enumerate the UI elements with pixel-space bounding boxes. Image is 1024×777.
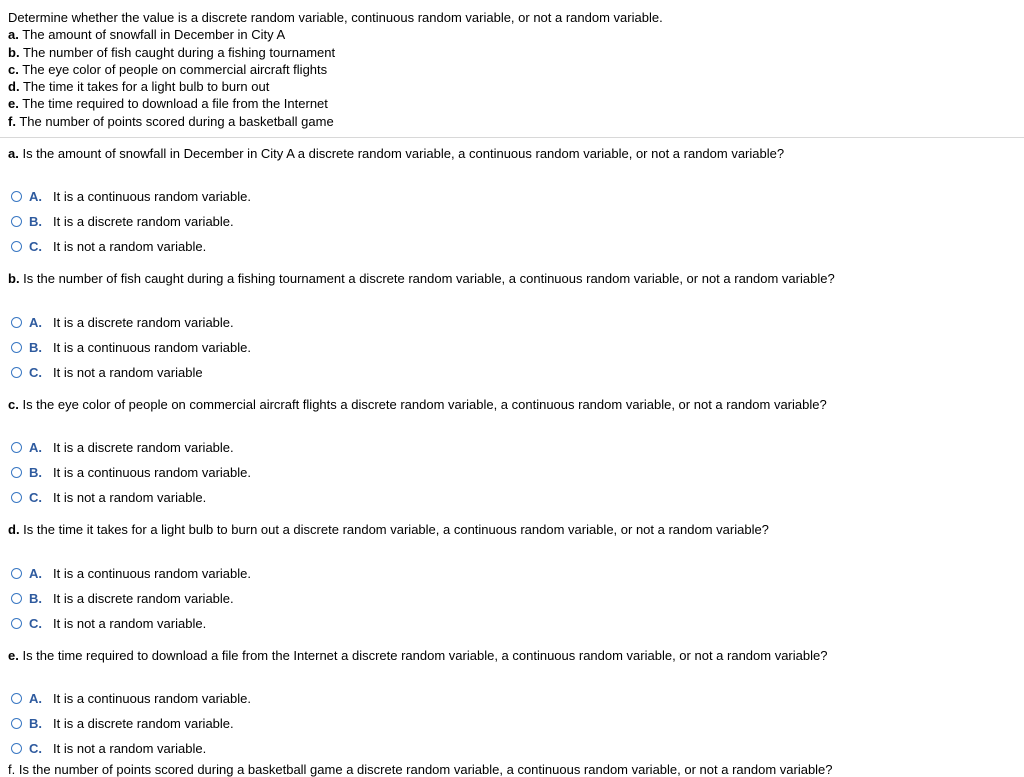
intro-item: b. The number of fish caught during a fishing tournament xyxy=(8,44,336,60)
intro-item: f. The number of points scored during a basketball game xyxy=(8,113,334,129)
option-d-B[interactable]: B. It is a discrete random variable. xyxy=(11,589,234,607)
option-e-B[interactable]: B. It is a discrete random variable. xyxy=(11,714,234,732)
option-c-C[interactable]: C. It is not a random variable. xyxy=(11,488,206,506)
option-d-C[interactable]: C. It is not a random variable. xyxy=(11,614,206,632)
radio-button[interactable] xyxy=(11,743,22,754)
radio-button[interactable] xyxy=(11,492,22,503)
radio-button[interactable] xyxy=(11,568,22,579)
radio-button[interactable] xyxy=(11,593,22,604)
intro-item: d. The time it takes for a light bulb to burn out xyxy=(8,79,270,95)
radio-button[interactable] xyxy=(11,191,22,202)
radio-button[interactable] xyxy=(11,693,22,704)
question-b: b. Is the number of fish caught during a fishing tournament a discrete random variable, a continuous random variable, or not a random variable? xyxy=(8,271,835,286)
intro-item: c. The eye color of people on commercial aircraft flights xyxy=(8,61,328,77)
question-e: e. Is the time required to download a file from the Internet a discrete random variable, a continuous random variable, or not a random variable? xyxy=(8,648,828,663)
option-b-A[interactable]: A. It is a discrete random variable. xyxy=(11,313,234,331)
radio-button[interactable] xyxy=(11,467,22,478)
option-b-B[interactable]: B. It is a continuous random variable. xyxy=(11,338,251,356)
option-c-A[interactable]: A. It is a discrete random variable. xyxy=(11,438,234,456)
question-f-cutoff: f. Is the number of points scored during a basketball game a discrete random variable, a continuous random variable, or not a random variable? xyxy=(8,762,833,777)
option-d-A[interactable]: A. It is a continuous random variable. xyxy=(11,564,251,582)
intro-item: e. The time required to download a file from the Internet xyxy=(8,96,328,112)
radio-button[interactable] xyxy=(11,442,22,453)
option-a-A[interactable]: A. It is a continuous random variable. xyxy=(11,187,251,205)
option-e-A[interactable]: A. It is a continuous random variable. xyxy=(11,689,251,707)
question-d: d. Is the time it takes for a light bulb to burn out a discrete random variable, a continuous random variable, or not a random variable? xyxy=(8,522,769,537)
option-e-C[interactable]: C. It is not a random variable. xyxy=(11,739,206,757)
radio-button[interactable] xyxy=(11,317,22,328)
radio-button[interactable] xyxy=(11,718,22,729)
intro-prompt: Determine whether the value is a discrete random variable, continuous random variable, or not a random variable. xyxy=(8,10,663,25)
radio-button[interactable] xyxy=(11,342,22,353)
divider xyxy=(0,137,1024,138)
radio-button[interactable] xyxy=(11,618,22,629)
radio-button[interactable] xyxy=(11,216,22,227)
question-c: c. Is the eye color of people on commercial aircraft flights a discrete random variable, a continuous random variable, or not a random variable? xyxy=(8,397,827,412)
option-a-B[interactable]: B. It is a discrete random variable. xyxy=(11,212,234,230)
option-c-B[interactable]: B. It is a continuous random variable. xyxy=(11,463,251,481)
option-a-C[interactable]: C. It is not a random variable. xyxy=(11,237,206,255)
intro-block xyxy=(8,9,663,130)
option-b-C[interactable]: C. It is not a random variable xyxy=(11,363,203,381)
question-a: a. Is the amount of snowfall in December in City A a discrete random variable, a continuous random variable, or not a random variable? xyxy=(8,146,785,161)
radio-button[interactable] xyxy=(11,241,22,252)
radio-button[interactable] xyxy=(11,367,22,378)
intro-item: a. The amount of snowfall in December in City A xyxy=(8,27,286,43)
